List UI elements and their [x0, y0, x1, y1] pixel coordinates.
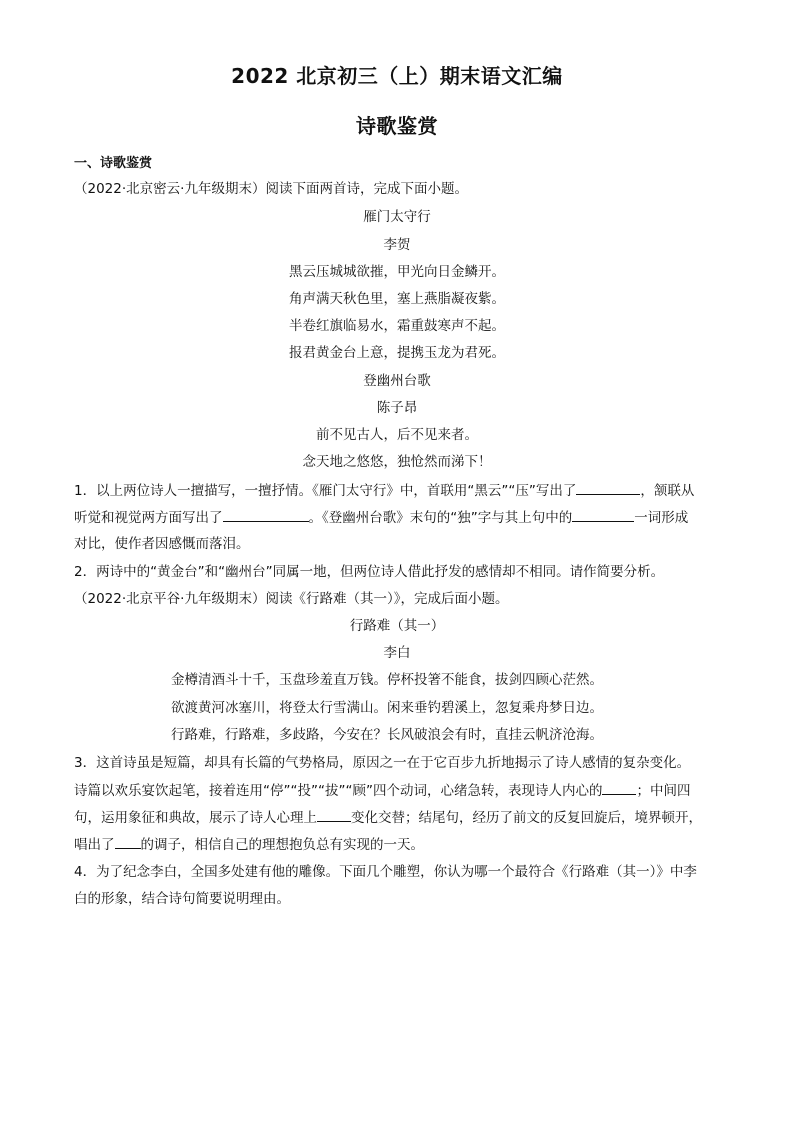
poem1-author: 李贺: [383, 237, 411, 253]
section-heading: 一、诗歌鉴赏: [74, 156, 153, 171]
question-3-text: 的调子，相信自己的理想抱负总有实现的一天。: [140, 837, 424, 853]
answer-blank[interactable]: [115, 834, 141, 849]
question-4-line-2: 白的形象，结合诗句简要说明理由。: [74, 891, 290, 907]
answer-blank[interactable]: [223, 507, 309, 522]
poem1-line: 半卷红旗临易水，霜重鼓寒声不起。: [289, 318, 505, 334]
answer-blank[interactable]: [576, 480, 640, 495]
question-3-text: 诗篇以欢乐宴饮起笔，接着连用“停”“投”“拔”“顾”四个动词，心绪急转，表现诗人内心的: [74, 783, 603, 799]
question-3-line-2: [74, 780, 724, 801]
question-1-line-2: [74, 507, 724, 528]
poem3-line: 行路难，行路难，多歧路，今安在？长风破浪会有时，直挂云帆济沧海。: [171, 727, 603, 743]
question-1-line-1: [74, 480, 724, 501]
poem1-line: 黑云压城城欲摧，甲光向日金鳞开。: [289, 264, 505, 280]
question-1-line-3: 对比，使作者因感慨而落泪。: [74, 536, 250, 552]
question-1-text: 。《登幽州台歌》末句的“独”字与其上句中的: [308, 510, 573, 526]
question-4-line-1: 4．为了纪念李白，全国多处建有他的雕像。下面几个雕塑，你认为哪一个最符合《行路难（其一）》中李: [74, 864, 697, 880]
question-2: 2．两诗中的“黄金台”和“幽州台”同属一地，但两位诗人借此抒发的感情却不相同。请作简要分析。: [74, 564, 665, 580]
question-3-text: 唱出了: [74, 837, 115, 853]
poem3-author: 李白: [383, 645, 411, 661]
question-3-text: 变化交替；结尾句，经历了前文的反复回旋后，境界顿开，: [351, 810, 702, 826]
answer-blank[interactable]: [317, 807, 351, 822]
question-1-text: 听觉和视觉两方面写出了: [74, 510, 223, 526]
question-3-line-3: [74, 807, 724, 828]
question-1-text: 1．以上两位诗人一擅描写，一擅抒情。《雁门太守行》中，首联用“黑云”“压”写出了: [74, 483, 577, 499]
poem1-title: 雁门太守行: [363, 209, 431, 225]
question-3-line-4: [74, 834, 724, 855]
answer-blank[interactable]: [572, 507, 634, 522]
poem2-line: 念天地之悠悠，独怆然而涕下！: [302, 454, 492, 470]
poem2-author: 陈子昂: [376, 400, 418, 416]
source-note-pinggu: （2022·北京平谷·九年级期末）阅读《行路难（其一）》，完成后面小题。: [74, 591, 509, 607]
poem3-title: 行路难（其一）: [349, 618, 445, 634]
poem3-line: 欲渡黄河冰塞川，将登太行雪满山。闲来垂钓碧溪上，忽复乘舟梦日边。: [171, 700, 603, 716]
question-1-text: 一词形成: [634, 510, 689, 526]
document-title: 2022 北京初三（上）期末语文汇编: [231, 64, 563, 88]
question-3-line-1: 3．这首诗虽是短篇，却具有长篇的气势格局，原因之一在于它百步九折地揭示了诗人感情的复杂变化。: [74, 755, 691, 771]
question-3-text: 句，运用象征和典故，展示了诗人心理上: [74, 810, 317, 826]
poem3-line: 金樽清酒斗十千，玉盘珍羞直万钱。停杯投箸不能食，拔剑四顾心茫然。: [171, 672, 603, 688]
poem1-line: 报君黄金台上意，提携玉龙为君死。: [289, 345, 505, 361]
question-3-text: ；中间四: [636, 783, 691, 799]
document-subtitle: 诗歌鉴赏: [356, 114, 438, 138]
poem2-title: 登幽州台歌: [363, 373, 431, 389]
source-note-miyun: （2022·北京密云·九年级期末）阅读下面两首诗，完成下面小题。: [74, 181, 468, 197]
question-1-text: ，颔联从: [640, 483, 695, 499]
answer-blank[interactable]: [602, 780, 636, 795]
poem1-line: 角声满天秋色里，塞上燕脂凝夜紫。: [289, 291, 505, 307]
poem2-line: 前不见古人，后不见来者。: [316, 427, 478, 443]
